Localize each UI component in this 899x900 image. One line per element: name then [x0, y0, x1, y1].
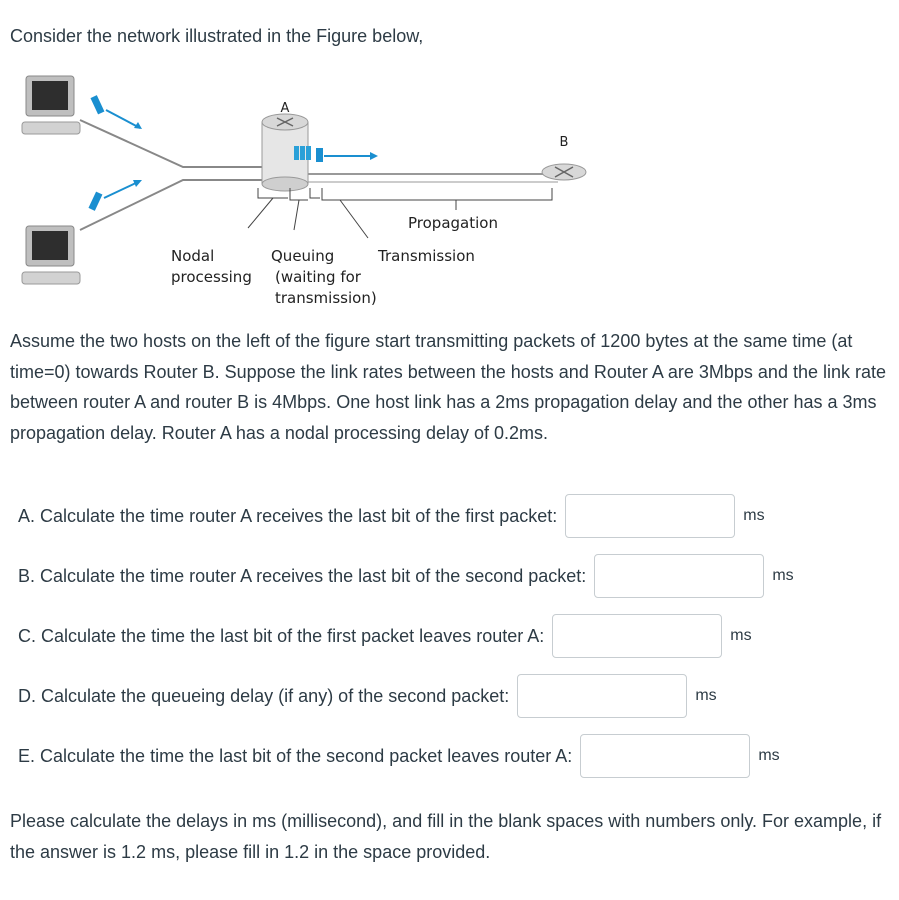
question-text: B. Calculate the time router A receives the last bit of the second packet: — [18, 565, 587, 586]
packet-arrow-icon — [90, 95, 142, 129]
host-computer-icon — [22, 76, 80, 134]
nodal-label-2: processing — [171, 268, 252, 286]
question-text: D. Calculate the queueing delay (if any) of the second packet: — [18, 685, 510, 706]
queuing-label-3: transmission) — [275, 289, 377, 307]
answer-input[interactable] — [580, 734, 750, 778]
router-b-icon — [542, 164, 586, 180]
router-b-label: B — [559, 135, 569, 150]
unit-label: ms — [730, 627, 752, 644]
question-a — [18, 494, 765, 538]
problem-description: Assume the two hosts on the left of the figure start transmitting packets of 1200 bytes at the same time (at time=0) towards Router B. Suppose the link rates between the hosts and Router A are 3Mbps and the link rate between router A and router B is 4Mbps. One host link has a 2ms propagation delay and the other has a 3ms propagation delay. Router A has a nodal processing delay of 0.2ms. — [10, 331, 887, 443]
question-e — [18, 734, 780, 778]
queue-packets — [294, 146, 378, 162]
propagation-label: Propagation — [408, 214, 498, 232]
unit-label: ms — [772, 567, 794, 584]
router-a-label: A — [280, 101, 290, 116]
answer-input[interactable] — [517, 674, 687, 718]
question-c — [18, 614, 752, 658]
unit-label: ms — [695, 687, 717, 704]
host-computer-icon — [22, 226, 80, 284]
instructions-text: Please calculate the delays in ms (millisecond), and fill in the blank spaces with numbers only. For example, if the answer is 1.2 ms, please fill in 1.2 in the space provided. — [10, 811, 882, 862]
question-b — [18, 554, 794, 598]
packet-arrow-icon — [88, 180, 142, 211]
question-d — [18, 674, 717, 718]
intro-text: Consider the network illustrated in the Figure below, — [10, 26, 424, 46]
answer-input[interactable] — [594, 554, 764, 598]
nodal-label: Nodal — [171, 247, 215, 265]
queuing-label-2: (waiting for — [275, 268, 361, 286]
question-text: E. Calculate the time the last bit of the second packet leaves router A: — [18, 745, 573, 766]
unit-label: ms — [758, 747, 780, 764]
unit-label: ms — [743, 507, 765, 524]
question-text: C. Calculate the time the last bit of the first packet leaves router A: — [18, 625, 545, 646]
answer-input[interactable] — [565, 494, 735, 538]
network-figure — [18, 70, 569, 310]
transmission-label: Transmission — [378, 247, 475, 265]
question-text: A. Calculate the time router A receives the last bit of the first packet: — [18, 505, 558, 526]
answer-input[interactable] — [552, 614, 722, 658]
queuing-label: Queuing — [271, 247, 335, 265]
